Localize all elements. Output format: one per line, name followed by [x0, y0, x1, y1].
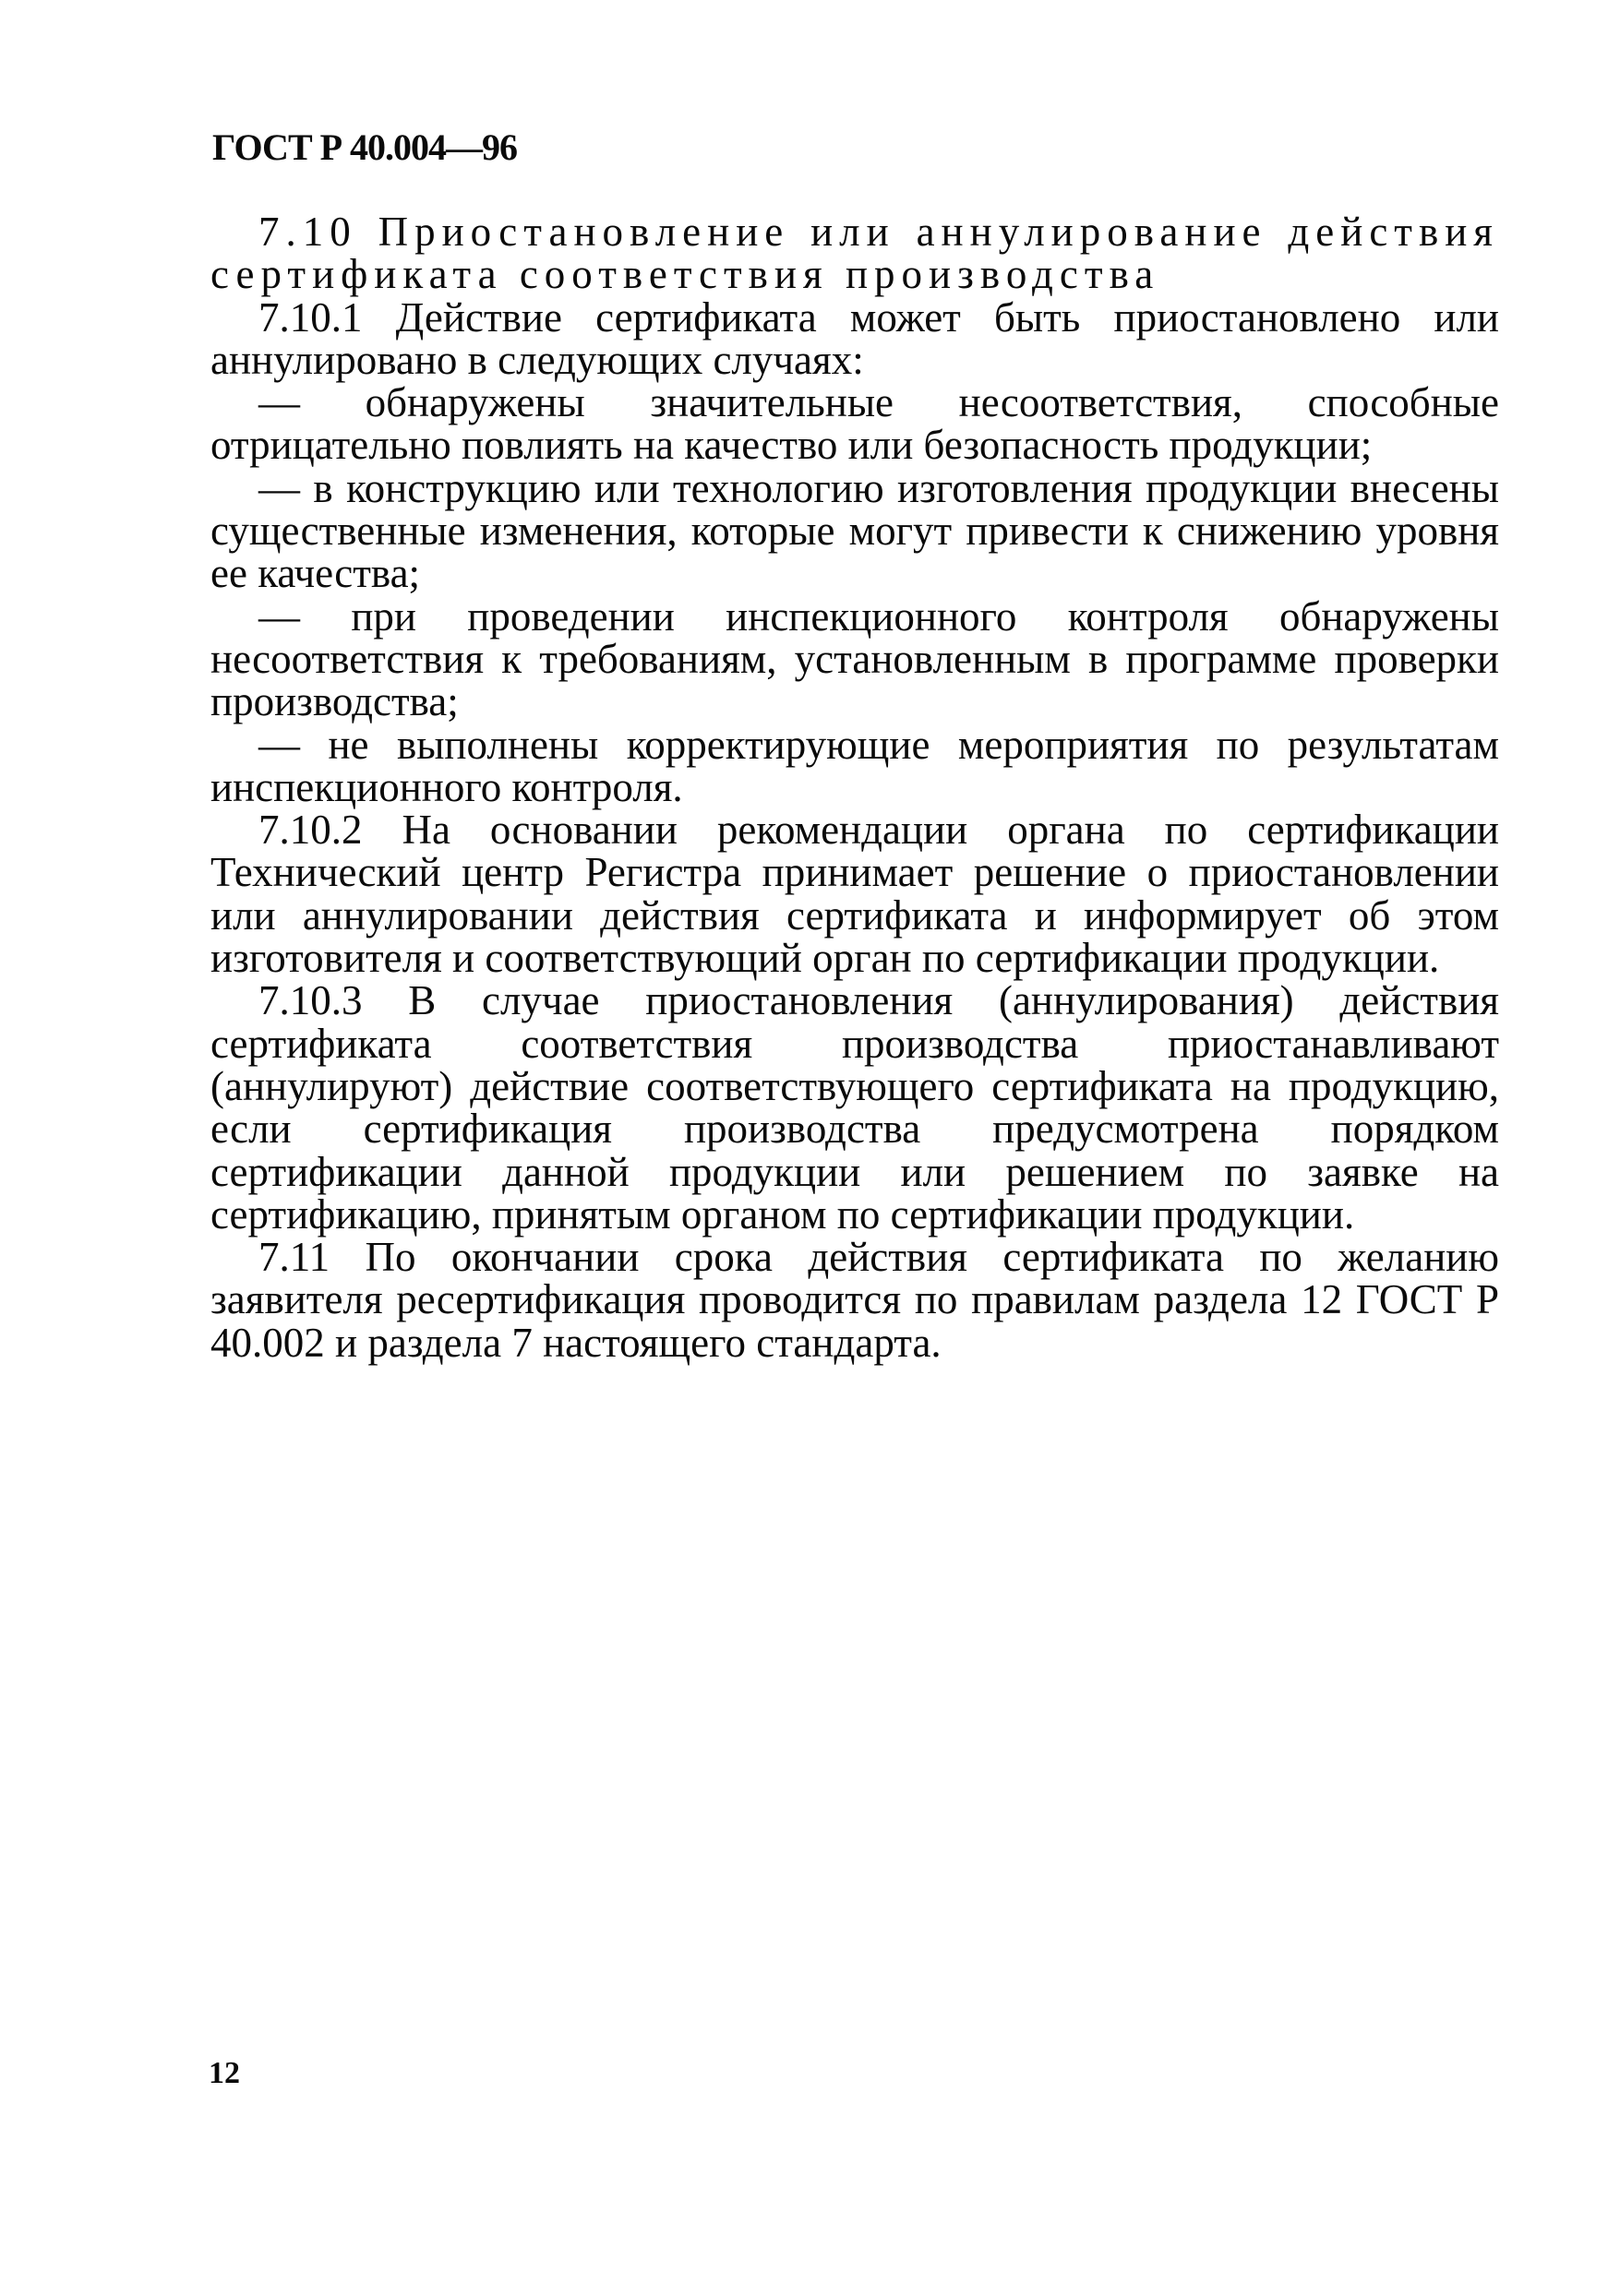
- document-body: [210, 210, 1499, 1364]
- paragraph-7-11: 7.11 По окончании срока действия сертификата по желанию заявителя ресертификация проводится по правилам раздела 12 ГОСТ Р 40.002 и раздела 7 настоящего стандарта.: [210, 1234, 1499, 1366]
- paragraph-7-10-2: 7.10.2 На основании рекомендации органа по сертификации Технический центр Регистра принимает решение о приостановлении или аннулировании действия сертификата и информирует об этом изготовителя и соответствующий орган по сертификации продукции.: [210, 807, 1499, 982]
- list-item: — не выполнены корректирующие мероприятия по результатам инспекционного контроля.: [210, 721, 1499, 810]
- document-code-header: ГОСТ Р 40.004—96: [212, 126, 518, 168]
- paragraph-7-10-1: 7.10.1 Действие сертификата может быть приостановлено или аннулировано в следующих случаях:: [210, 293, 1499, 383]
- list-item: — при проведении инспекционного контроля обнаружены несоответствия к требованиям, установленным в программе проверки производства;: [210, 592, 1499, 725]
- list-item: — в конструкцию или технологию изготовления продукции внесены существенные изменения, которые могут привести к снижению уровня ее качества;: [210, 464, 1499, 597]
- section-title-7-10: 7.10 Приостановление или аннулирование действия сертификата соответствия производства: [210, 209, 1499, 298]
- paragraph-7-10-3: 7.10.3 В случае приостановления (аннулирования) действия сертификата соответствия производства приостанавливают (аннулируют) действие соответствующего сертификата на продукцию, если сертификация производства предусмотрена порядком сертификации данной продукции или решением по заявке на сертификацию, принятым органом по сертификации продукции.: [210, 977, 1499, 1238]
- list-item: — обнаружены значительные несоответствия, способные отрицательно повлиять на качество или безопасность продукции;: [210, 379, 1499, 469]
- page-number: 12: [209, 2056, 240, 2090]
